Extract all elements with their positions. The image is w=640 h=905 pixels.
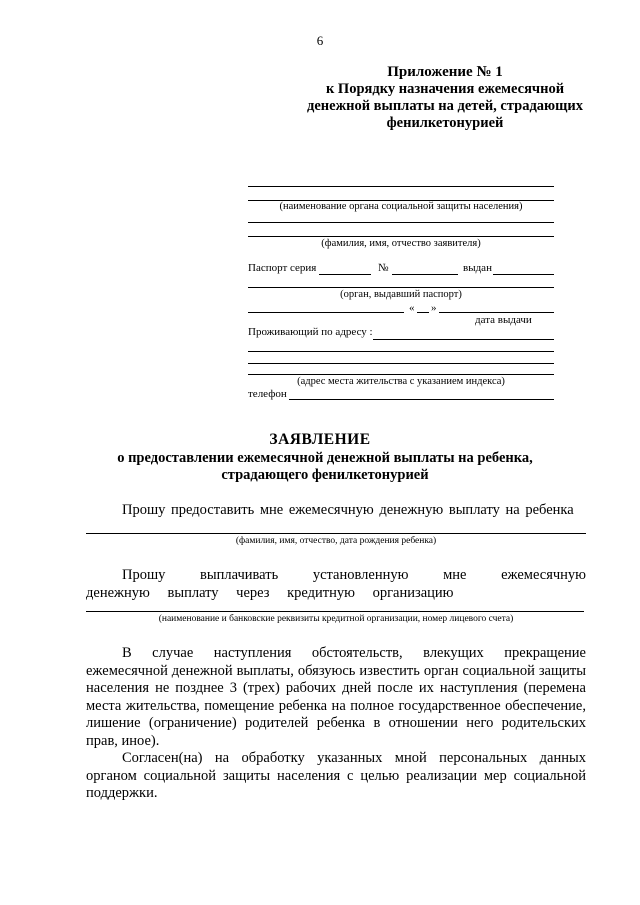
applicant-field-line[interactable] bbox=[248, 236, 554, 237]
phone-field[interactable] bbox=[289, 399, 554, 400]
issue-date-caption: дата выдачи bbox=[475, 314, 532, 326]
issue-date-field[interactable] bbox=[439, 312, 554, 313]
bank-field-line[interactable] bbox=[86, 611, 584, 612]
passport-series-field[interactable] bbox=[319, 274, 371, 275]
payment-paragraph: Прошу выплачивать установленную мне ежемесячную денежную выплату через кредитную организацию bbox=[86, 567, 586, 601]
issuer-field-line[interactable] bbox=[248, 312, 404, 313]
address-field-line[interactable] bbox=[373, 339, 554, 340]
issuer-field-line[interactable] bbox=[248, 287, 554, 288]
date-quote-open: « bbox=[409, 302, 415, 314]
appendix-number: Приложение № 1 bbox=[387, 64, 503, 80]
applicant-caption: (фамилия, имя, отчество заявителя) bbox=[321, 238, 481, 249]
issuer-caption: (орган, выдавший паспорт) bbox=[340, 289, 462, 300]
phone-label: телефон bbox=[248, 388, 287, 400]
page-number: 6 bbox=[316, 33, 324, 48]
passport-issued-label: выдан bbox=[463, 262, 492, 274]
appendix-line: к Порядку назначения ежемесячной bbox=[325, 81, 565, 97]
residence-label: Проживающий по адресу : bbox=[248, 326, 373, 338]
passport-number-label: № bbox=[378, 262, 389, 274]
address-field-line[interactable] bbox=[248, 363, 554, 364]
statement-title: ЗАЯВЛЕНИЕ bbox=[269, 431, 371, 448]
authority-caption: (наименование органа социальной защиты населения) bbox=[279, 201, 523, 212]
appendix-header bbox=[300, 64, 590, 132]
subtitle-line: о предоставлении ежемесячной денежной выплаты на ребенка, bbox=[117, 450, 533, 466]
date-quote-close: » bbox=[431, 302, 437, 314]
child-caption: (фамилия, имя, отчество, дата рождения ребенка) bbox=[235, 536, 437, 546]
passport-issued-field[interactable] bbox=[493, 274, 554, 275]
address-field-line[interactable] bbox=[248, 351, 554, 352]
statement-subtitle bbox=[100, 450, 550, 484]
address-caption: (адрес места жительства с указанием индекса) bbox=[297, 376, 505, 387]
passport-number-field[interactable] bbox=[392, 274, 458, 275]
applicant-field-line[interactable] bbox=[248, 222, 554, 223]
child-field-line[interactable] bbox=[86, 533, 586, 534]
passport-series-label: Паспорт серия bbox=[248, 262, 317, 274]
appendix-line: фенилкетонурией bbox=[386, 115, 504, 131]
request-paragraph: Прошу предоставить мне ежемесячную денежную выплату на ребенка bbox=[122, 502, 574, 518]
address-field-line[interactable] bbox=[248, 374, 554, 375]
obligation-paragraph: В случае наступления обстоятельств, влекущих прекращение ежемесячной денежной выплаты, обязуюсь известить орган социальной защиты населения не позднее 3 (трех) рабочих дней после их наступления (перемена места жительства, помещение ребенка на полное государственное обеспечение, лишение (ограничение) родителей ребенка в отношении него родительских прав, иное). bbox=[86, 645, 586, 749]
authority-field-line[interactable] bbox=[248, 186, 554, 187]
subtitle-line: страдающего фенилкетонурией bbox=[221, 467, 429, 483]
bank-caption: (наименование и банковские реквизиты кредитной организации, номер лицевого счета) bbox=[158, 614, 514, 624]
appendix-line: денежной выплаты на детей, страдающих bbox=[307, 98, 583, 114]
issue-day-field[interactable] bbox=[417, 312, 429, 313]
consent-paragraph: Согласен(на) на обработку указанных мной персональных данных органом социальной защиты населения с целью реализации мер социальной поддержки. bbox=[86, 750, 586, 801]
